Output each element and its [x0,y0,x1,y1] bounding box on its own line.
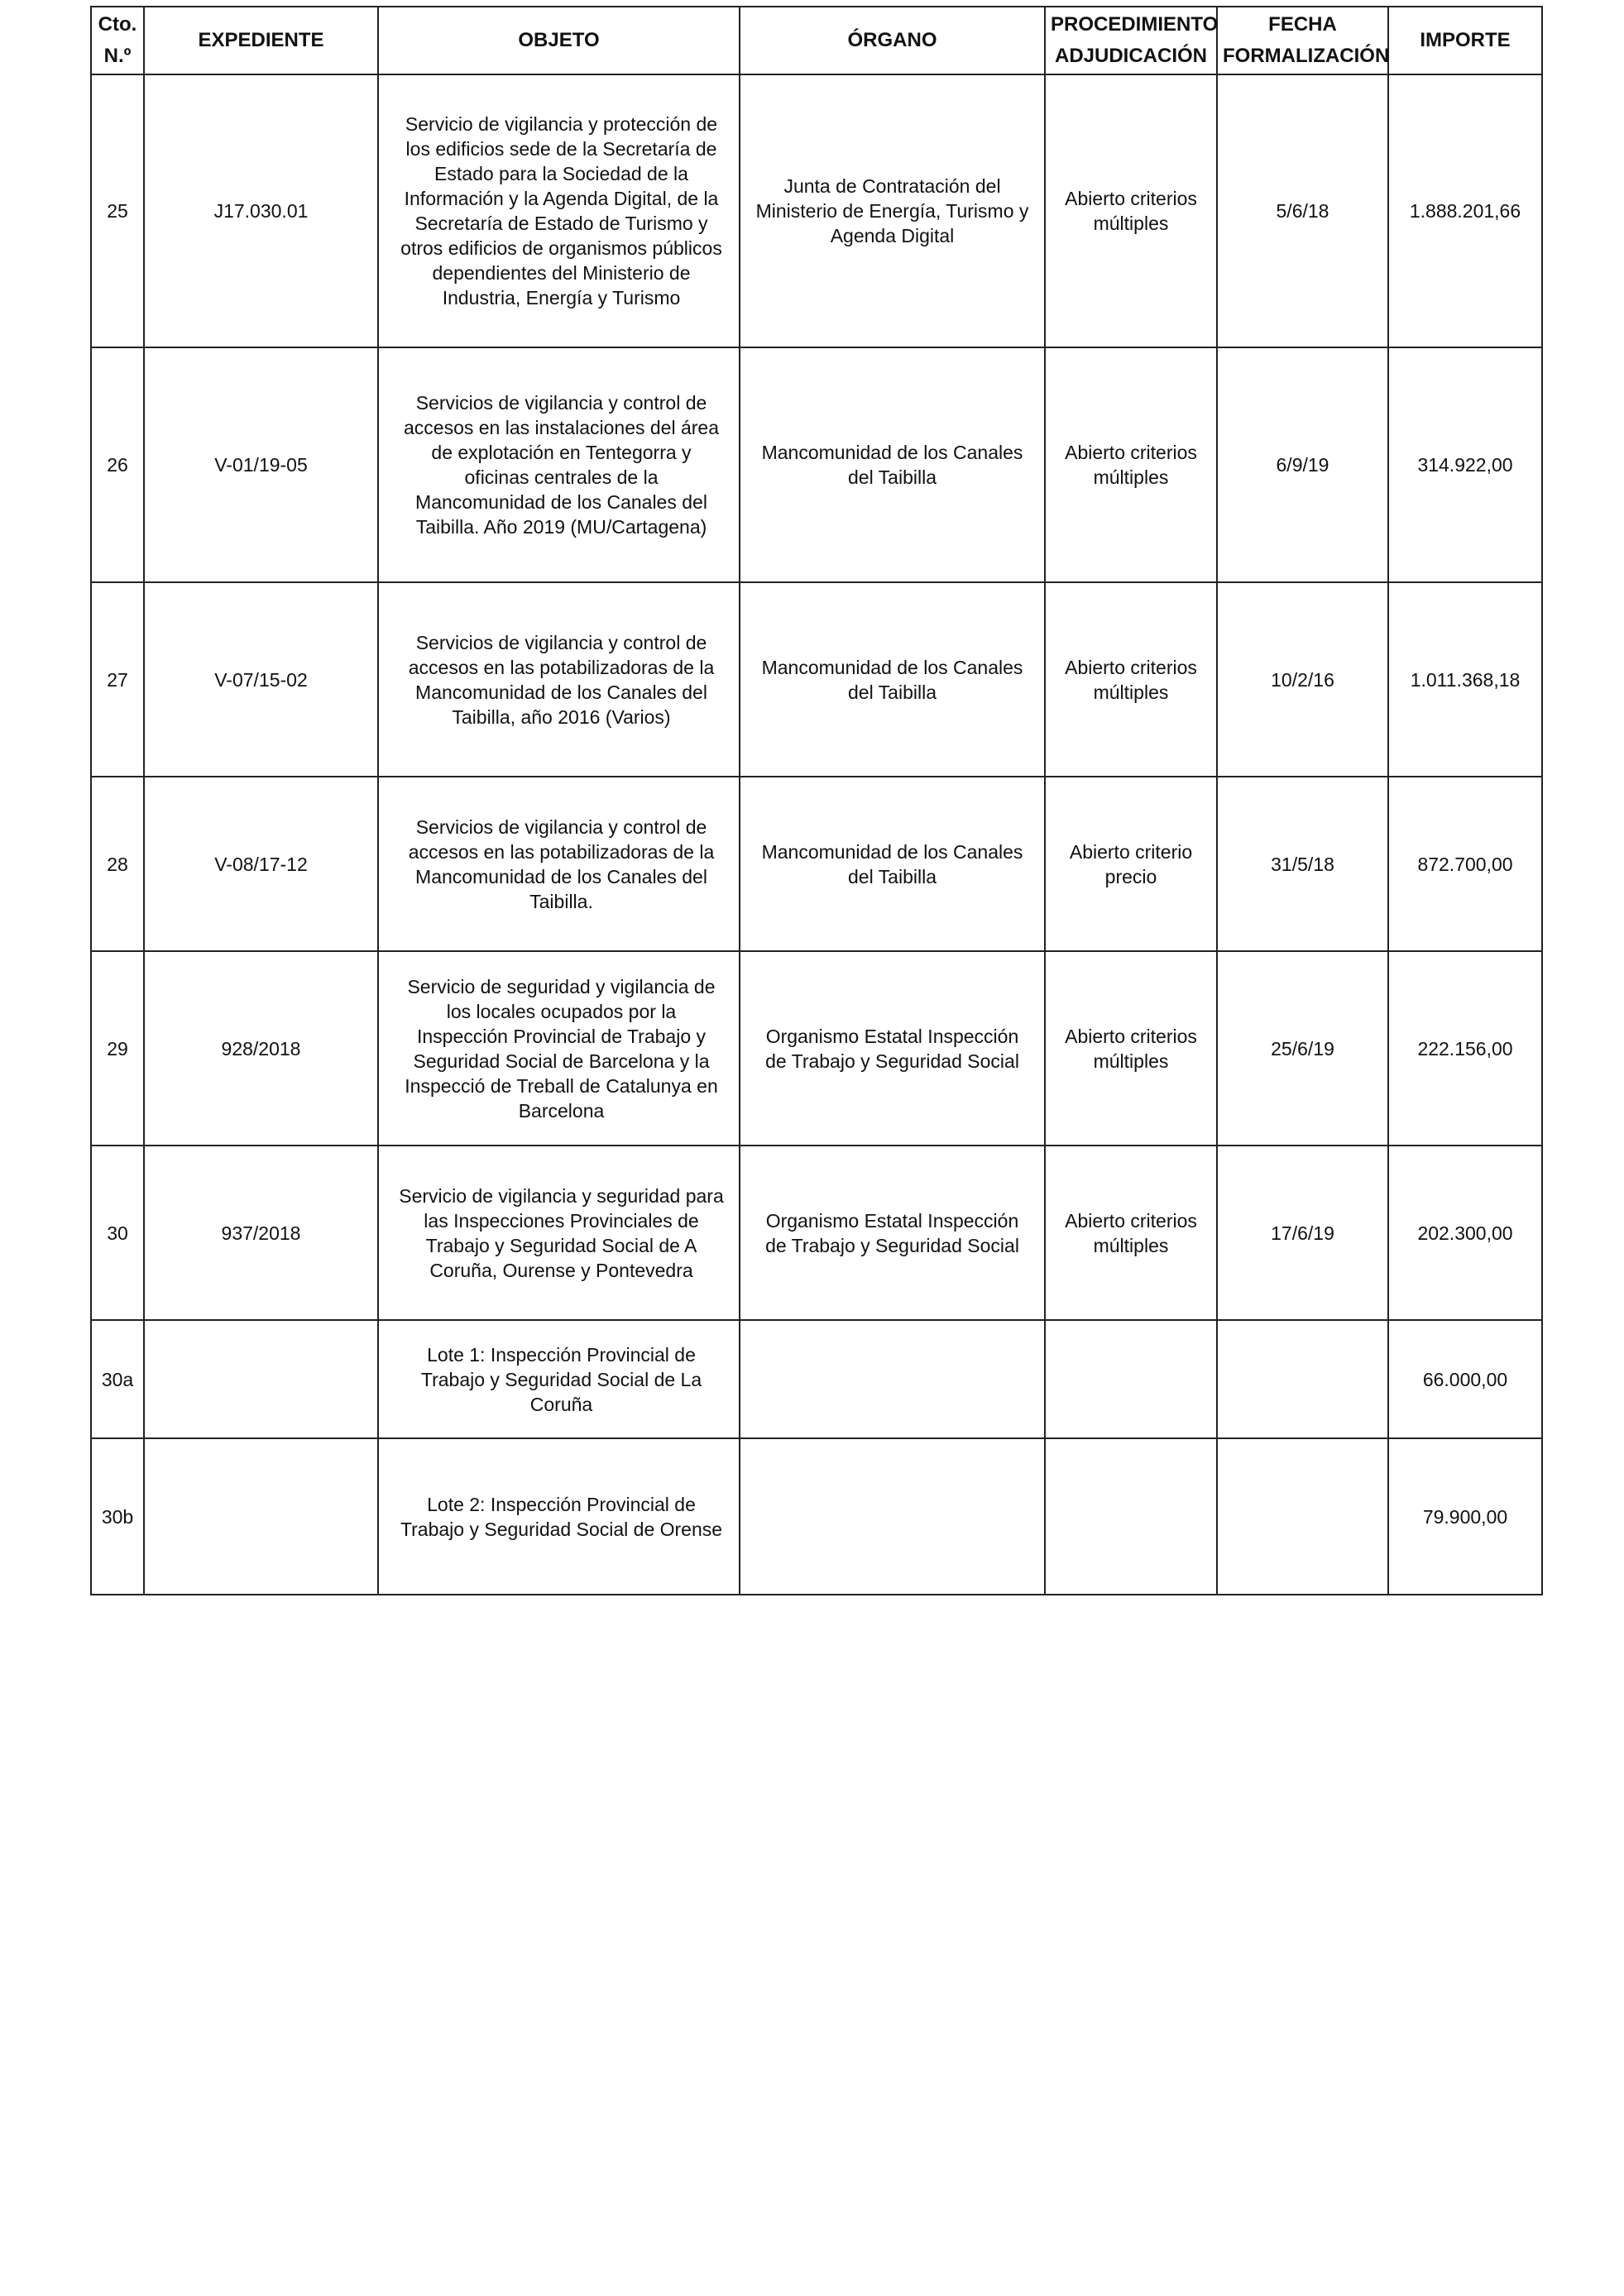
cell-objeto [378,1320,740,1438]
cell-organo [740,951,1045,1146]
cell-importe: 66.000,00 [1388,1320,1542,1438]
organo-text: Mancomunidad de los Canales del Taibilla [761,840,1023,887]
cell-expediente: 937/2018 [144,1146,378,1320]
cell-organo [740,777,1045,951]
cell-organo [740,1438,1045,1595]
cell-importe: 314.922,00 [1388,347,1542,582]
cell-procedimiento [1045,1320,1217,1438]
cell-fecha: 10/2/16 [1217,582,1388,777]
cell-expediente: V-07/15-02 [144,582,378,777]
header-row [91,7,1542,74]
header-organo: ÓRGANO [740,7,1045,74]
cell-fecha: 25/6/19 [1217,951,1388,1146]
cell-fecha: 31/5/18 [1217,777,1388,951]
objeto-text: Servicios de vigilancia y control de accesos en las potabilizadoras de la Mancomunidad de los Canales del Taibilla. [408,816,715,912]
cell-importe: 202.300,00 [1388,1146,1542,1320]
organo-text: Organismo Estatal Inspección de Trabajo y Seguridad Social [765,1209,1019,1256]
cell-objeto [378,582,740,777]
cell-procedimiento: Abierto criterio precio [1045,777,1217,951]
cell-cto: 27 [91,582,144,777]
cell-expediente: J17.030.01 [144,74,378,347]
cell-procedimiento: Abierto criterios múltiples [1045,74,1217,347]
header-fecha: FECHA FORMALIZACIÓN [1217,7,1388,74]
cell-objeto [378,347,740,582]
table-row [91,1146,1542,1320]
table-row [91,347,1542,582]
cell-organo [740,1146,1045,1320]
cell-expediente [144,1320,378,1438]
cell-cto: 30b [91,1438,144,1595]
cell-organo [740,582,1045,777]
cell-procedimiento: Abierto criterios múltiples [1045,582,1217,777]
cell-importe: 79.900,00 [1388,1438,1542,1595]
cell-procedimiento: Abierto criterios múltiples [1045,951,1217,1146]
cell-cto: 28 [91,777,144,951]
cell-organo [740,74,1045,347]
cell-cto: 30a [91,1320,144,1438]
organo-text: Mancomunidad de los Canales del Taibilla [761,656,1023,703]
cell-cto: 26 [91,347,144,582]
cell-objeto [378,951,740,1146]
table-row [91,1320,1542,1438]
cell-procedimiento [1045,1438,1217,1595]
cell-objeto [378,1438,740,1595]
cell-objeto [378,74,740,347]
cell-procedimiento: Abierto criterios múltiples [1045,347,1217,582]
cell-importe: 1.011.368,18 [1388,582,1542,777]
table-row [91,777,1542,951]
cell-expediente: V-01/19-05 [144,347,378,582]
objeto-text: Servicio de vigilancia y protección de los edificios sede de la Secretaría de Estado para la Sociedad de la Información y la Agenda Digital, de la Secretaría de Estado de Turismo y otros edificios de organismos públicos dependientes del Ministerio de Industria, Energía y Turismo [400,113,722,309]
organo-text: Mancomunidad de los Canales del Taibilla [761,442,1023,488]
table-row [91,1438,1542,1595]
table-row [91,74,1542,347]
cell-importe: 222.156,00 [1388,951,1542,1146]
cell-importe: 1.888.201,66 [1388,74,1542,347]
organo-text: Junta de Contratación del Ministerio de Energía, Turismo y Agenda Digital [755,175,1029,246]
cell-fecha: 5/6/18 [1217,74,1388,347]
objeto-text: Lote 2: Inspección Provincial de Trabajo y Seguridad Social de Orense [400,1493,723,1540]
header-objeto: OBJETO [378,7,740,74]
objeto-text: Lote 1: Inspección Provincial de Trabajo y Seguridad Social de La Coruña [420,1343,702,1415]
cell-fecha: 17/6/19 [1217,1146,1388,1320]
objeto-text: Servicio de vigilancia y seguridad para las Inspecciones Provinciales de Trabajo y Seguridad Social de A Coruña, Ourense y Pontevedra [399,1184,724,1281]
header-procedimiento: PROCEDIMIENTO ADJUDICACIÓN [1045,7,1217,74]
cell-expediente [144,1438,378,1595]
cell-cto: 30 [91,1146,144,1320]
cell-procedimiento: Abierto criterios múltiples [1045,1146,1217,1320]
cell-objeto [378,777,740,951]
header-importe: IMPORTE [1388,7,1542,74]
cell-expediente: V-08/17-12 [144,777,378,951]
contracts-table [90,6,1543,1595]
objeto-text: Servicios de vigilancia y control de accesos en las instalaciones del área de explotación en Tentegorra y oficinas centrales de la Mancomunidad de los Canales del Taibilla. Año 2019 (MU/Cartagena) [403,392,719,538]
header-cto: Cto. N.º [91,7,144,74]
cell-fecha [1217,1438,1388,1595]
cell-objeto [378,1146,740,1320]
cell-organo [740,1320,1045,1438]
cell-fecha [1217,1320,1388,1438]
cell-organo [740,347,1045,582]
cell-cto: 29 [91,951,144,1146]
cell-expediente: 928/2018 [144,951,378,1146]
table-row [91,951,1542,1146]
objeto-text: Servicio de seguridad y vigilancia de los locales ocupados por la Inspección Provincial de Trabajo y Seguridad Social de Barcelona y la Inspecció de Treball de Catalunya en Barcelona [405,975,718,1122]
cell-importe: 872.700,00 [1388,777,1542,951]
objeto-text: Servicios de vigilancia y control de accesos en las potabilizadoras de la Mancomunidad de los Canales del Taibilla, año 2016 (Varios) [408,631,715,728]
header-expediente: EXPEDIENTE [144,7,378,74]
organo-text: Organismo Estatal Inspección de Trabajo y Seguridad Social [765,1025,1019,1072]
cell-fecha: 6/9/19 [1217,347,1388,582]
table-row [91,582,1542,777]
cell-cto: 25 [91,74,144,347]
